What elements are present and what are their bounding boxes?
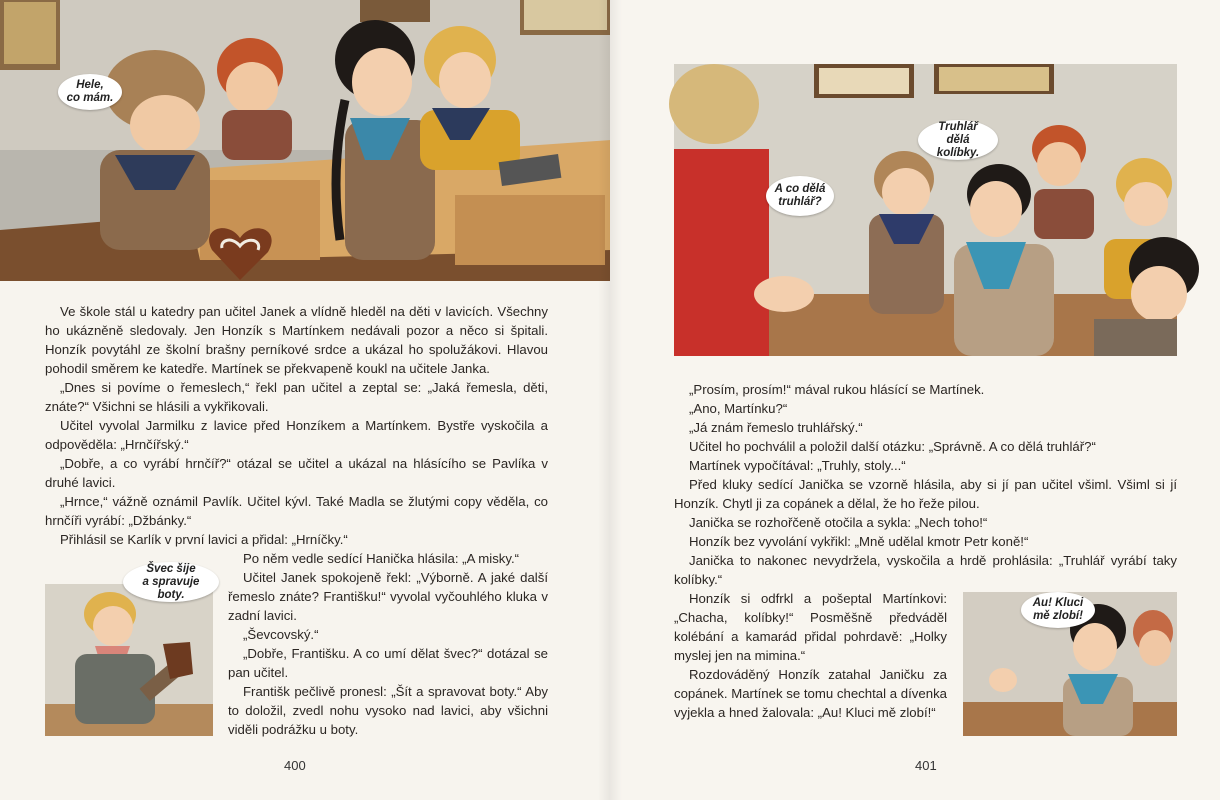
speech-bubble: [123, 562, 219, 602]
bubble-line-2: a spravuje boty.: [142, 575, 200, 601]
shoemaker-illustration: [45, 584, 213, 736]
bubble-text: [131, 563, 211, 602]
speech-bubble: [1021, 592, 1095, 628]
bubble-line-2: kolíbky.: [936, 146, 980, 159]
speech-bubble: [918, 120, 998, 160]
paragraph: Přihlásil se Karlík v první lavici a přidal: „Hrníčky.“: [60, 532, 348, 547]
paragraph: Janička se rozhořčeně otočila a sykla: „Nech toho!“: [689, 515, 988, 530]
story-text-left-side: [228, 549, 548, 739]
paragraph: Františk pečlivě pronesl: „Šít a spravovat boty.“ Aby to doložil, zvedl nohu vysoko nad lavici, aby všichni viděli podrážku u boty.: [228, 684, 548, 737]
story-text-right-side: [674, 589, 947, 722]
bubble-line-1: Hele,: [76, 79, 104, 91]
paragraph: „Dobře, Františku. A co umí dělat švec?“ dotázal se pan učitel.: [228, 646, 548, 680]
bubble-line-2: truhlář?: [778, 196, 822, 208]
paragraph: Učitel Janek spokojeně řekl: „Výborně. A jaké další řemeslo znáte? Františku!“ vyvolal vyčouhlého kluka v zadní lavici.: [228, 570, 548, 623]
paragraph: Ve škole stál u katedry pan učitel Janek a vlídně hleděl na děti v lavicích. Všechny ho ukázněně sledovaly. Jen Honzík s Martínkem nedávali pozor a něco si špitali. Honzík povytáhl ze školní brašny perníkové srdce a ukázal ho spolužákovi. Hlavou pohodil směrem ke katedře. Martínek se překvapeně koukl na učitele Janka.: [45, 304, 548, 376]
bubble-line-1: A co dělá: [774, 183, 826, 195]
classroom-illustration: [0, 0, 611, 281]
story-text-left: [45, 302, 548, 549]
bubble-text: [1033, 597, 1083, 623]
bubble-line-1: Švec šije: [146, 562, 196, 575]
paragraph: Učitel ho pochválil a položil další otázku: „Správně. A co dělá truhlář?“: [689, 439, 1096, 454]
bubble-line-2: mě zlobí!: [1033, 610, 1083, 622]
paragraph: „Dobře, a co vyrábí hrnčíř?“ otázal se učitel a ukázal na hlásícího se Pavlíka v druhé lavici.: [45, 456, 548, 490]
page-number: 400: [284, 758, 306, 773]
paragraph: Učitel vyvolal Jarmilku z lavice před Honzíkem a Martínkem. Bystře vyskočila a odpověděla: „Hrnčířský.“: [45, 418, 548, 452]
paragraph: „Prosím, prosím!“ mával rukou hlásící se Martínek.: [689, 382, 985, 397]
bubble-line-1: Au! Kluci: [1032, 597, 1084, 609]
bubble-text: [775, 183, 826, 209]
paragraph: „Ševcovský.“: [243, 627, 319, 642]
book-gutter: [598, 0, 622, 800]
right-page: [610, 0, 1220, 800]
paragraph: Honzík bez vyvolání vykřikl: „Mně udělal kmotr Petr koně!“: [689, 534, 1029, 549]
paragraph: „Já znám řemeslo truhlářský.“: [689, 420, 863, 435]
classroom-photo-right: [674, 64, 1177, 356]
paragraph: „Ano, Martínku?“: [689, 401, 788, 416]
speech-bubble: [58, 74, 122, 110]
shoemaker-photo: [45, 562, 213, 736]
bubble-text: [926, 121, 990, 160]
complaint-photo: [963, 592, 1177, 736]
classroom-photo-left: [0, 0, 611, 281]
paragraph: Rozdováděný Honzík zatahal Janičku za copánek. Martínek se tomu chechtal a dívenka vyjekla a hned žalovala: „Au! Kluci mě zlobí!“: [674, 667, 947, 720]
bubble-line-2: co mám.: [66, 92, 114, 104]
classroom-illustration: [674, 64, 1177, 356]
story-text-right: [674, 380, 1177, 589]
speech-bubble: [766, 176, 834, 216]
bubble-line-1: Truhlář dělá: [938, 120, 978, 146]
bubble-text: [67, 79, 114, 105]
paragraph: Po něm vedle sedící Hanička hlásila: „A misky.“: [243, 551, 520, 566]
paragraph: Před kluky sedící Janička se vzorně hlásila, aby si jí pan učitel všiml. Všiml si jí Honzík. Chytl ji za copánek a dělal, že ho řeže pilou.: [674, 477, 1177, 511]
paragraph: „Dnes si povíme o řemeslech,“ řekl pan učitel a zeptal se: „Jaká řemesla, děti, znáte?“ Všichni se hlásili a vykřikovali.: [45, 380, 548, 414]
paragraph: Honzík si odfrkl a pošeptal Martínkovi: „Chacha, kolíbky!“ Posměšně předváděl kolébání a kamarád přidal pohrdavě: „Holky myslej jen na mimina.“: [674, 591, 947, 663]
paragraph: Martínek vypočítával: „Truhly, stoly...“: [689, 458, 906, 473]
paragraph: „Hrnce,“ vážně oznámil Pavlík. Učitel kývl. Také Madla se žlutými copy věděla, co hrnčíři vyrábí: „Džbánky.“: [45, 494, 548, 528]
paragraph: Janička to nakonec nevydržela, vyskočila a hrdě prohlásila: „Truhlář vyrábí taky kolíbky.“: [674, 553, 1177, 587]
page-number: 401: [915, 758, 937, 773]
